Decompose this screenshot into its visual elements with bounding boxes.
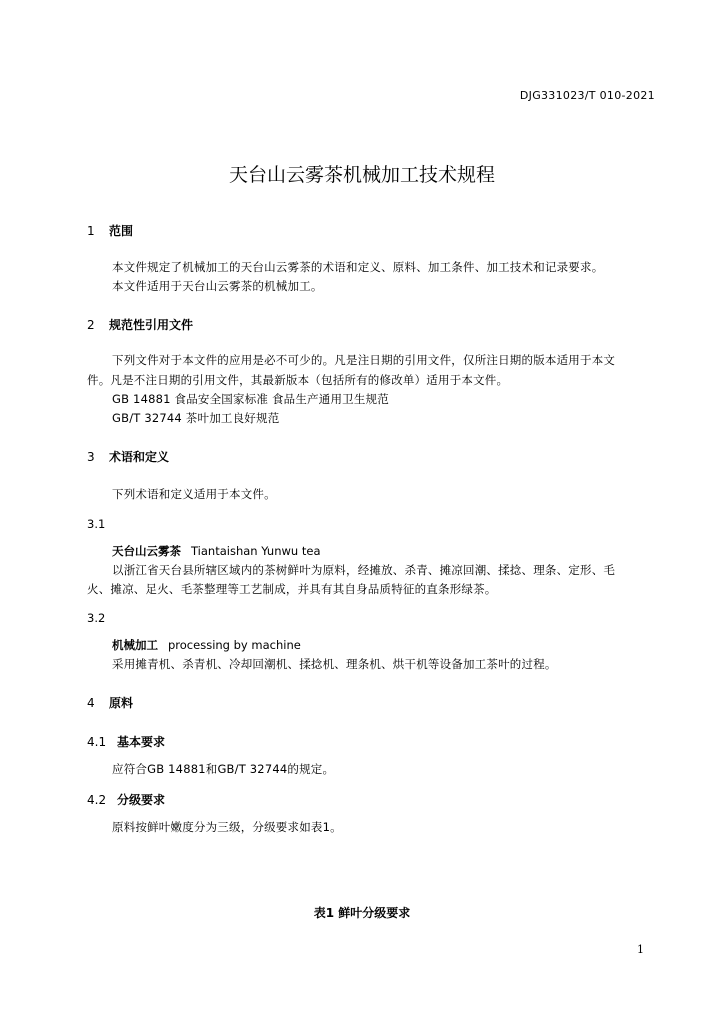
page-number: 1 [637, 943, 644, 956]
section-number: 1 [87, 224, 95, 238]
paragraph: 本文件适用于天台山云雾茶的机械加工。 [112, 279, 323, 293]
section-1-heading [87, 222, 133, 239]
section-3-heading [87, 448, 169, 465]
term-definition: 采用摊青机、杀青机、冷却回潮机、揉捻机、理条机、烘干机等设备加工茶叶的过程。 [112, 657, 557, 671]
term-entry [112, 637, 301, 653]
normative-reference: GB/T 32744 茶叶加工良好规范 [112, 411, 280, 425]
paragraph: 应符合GB 14881和GB/T 32744的规定。 [112, 762, 335, 776]
paragraph: 下列文件对于本文件的应用是必不可少的。凡是注日期的引用文件，仅所注日期的版本适用于本文 [112, 353, 616, 367]
section-number: 4.2 [87, 793, 107, 807]
table-caption: 表1 鲜叶分级要求 [313, 906, 411, 920]
paragraph: 本文件规定了机械加工的天台山云雾茶的术语和定义、原料、加工条件、加工技术和记录要求。 [112, 260, 604, 274]
section-title: 范围 [109, 224, 134, 238]
section-title: 术语和定义 [109, 450, 170, 464]
section-4-heading [87, 694, 133, 711]
normative-reference: GB 14881 食品安全国家标准 食品生产通用卫生规范 [112, 392, 389, 406]
paragraph: 下列术语和定义适用于本文件。 [112, 487, 276, 501]
paragraph-continued: 件。凡是不注日期的引用文件，其最新版本（包括所有的修改单）适用于本文件。 [87, 373, 509, 387]
term-entry [112, 543, 321, 559]
term-chinese: 天台山云雾茶 [112, 544, 181, 558]
section-number: 4.1 [87, 735, 107, 749]
section-number: 2 [87, 318, 95, 332]
term-definition-continued: 火、摊凉、足火、毛茶整理等工艺制成，并具有其自身品质特征的直条形绿茶。 [87, 582, 497, 596]
clause-number: 3.2 [87, 611, 106, 625]
term-definition: 以浙江省天台县所辖区域内的茶树鲜叶为原料，经摊放、杀青、摊凉回潮、揉捻、理条、定形、毛 [112, 563, 616, 577]
document-title: 天台山云雾茶机械加工技术规程 [228, 164, 495, 186]
clause-number: 3.1 [87, 517, 106, 531]
section-title: 分级要求 [117, 793, 166, 807]
section-number: 4 [87, 696, 95, 710]
document-number: DJG331023/T 010-2021 [519, 89, 655, 102]
subsection-4-2-heading [87, 791, 165, 808]
section-2-heading [87, 316, 193, 333]
section-title: 原料 [109, 696, 134, 710]
section-number: 3 [87, 450, 95, 464]
term-chinese: 机械加工 [112, 638, 158, 652]
subsection-4-1-heading [87, 733, 165, 750]
section-title: 基本要求 [117, 735, 166, 749]
term-english: Tiantaishan Yunwu tea [191, 544, 321, 558]
term-english: processing by machine [168, 638, 301, 652]
section-title: 规范性引用文件 [109, 318, 194, 332]
paragraph: 原料按鲜叶嫩度分为三级，分级要求如表1。 [112, 820, 342, 834]
